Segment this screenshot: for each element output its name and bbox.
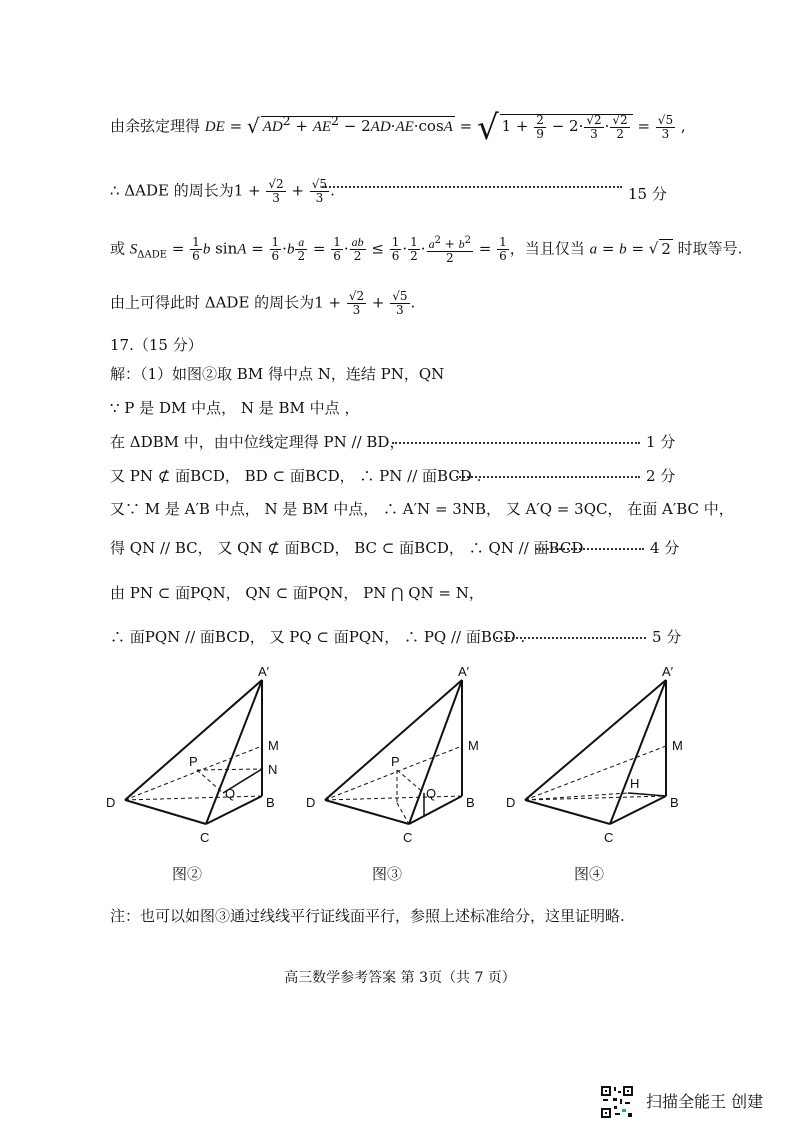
figure-4 bbox=[525, 680, 666, 824]
fig2-label-N: N bbox=[268, 762, 278, 777]
qr-code-icon bbox=[600, 1085, 634, 1119]
scanner-brand-text: 扫描全能王 创建 bbox=[646, 1092, 764, 1111]
edge-DC bbox=[525, 800, 610, 824]
fig3-label-Q: Q bbox=[426, 786, 437, 801]
edge-DB-hidden bbox=[525, 796, 666, 800]
fig3-label-P: P bbox=[391, 754, 400, 769]
fig4-label-A: A′ bbox=[662, 664, 674, 679]
perimeter-prefix: ∴ ΔADE 的周长为 bbox=[110, 181, 234, 200]
fig2-label-B: B bbox=[266, 795, 275, 810]
segment-PN bbox=[197, 769, 262, 770]
solution-step-4: 又 PN ⊄ 面BCD， BD ⊂ 面BCD， ∴ PN // 面BCD . bbox=[110, 467, 482, 485]
edge-DA bbox=[325, 680, 462, 800]
edge-AC bbox=[409, 680, 462, 824]
fig3-label-A: A′ bbox=[458, 664, 470, 679]
segment-PQ bbox=[197, 770, 223, 793]
edge-DM-hidden bbox=[525, 746, 666, 800]
edge-AC bbox=[206, 680, 262, 824]
fig3-label-D: D bbox=[306, 795, 316, 810]
score-1: 1 分 bbox=[646, 433, 676, 451]
fig2-label-M: M bbox=[268, 738, 279, 753]
solution-step-3: 在 ΔDBM 中，由中位线定理得 PN // BD， bbox=[110, 433, 405, 451]
fig2-label-D: D bbox=[106, 795, 116, 810]
edge-AC bbox=[610, 680, 666, 824]
area-line: 或 $S_{\Delta ADE}$ = $\frac{1}{6}$ b sinA = $\frac{1}{6}$ ·b $\frac{a}{2}$ = $\frac{1}{6}$ · $\frac{ab}{2}$ ≤ $\frac{1}{6}$ · $\frac{1}{2}$ · $\frac{a^2 + b^2}{2}$ = $\frac{1}{6}$ ，当且仅当 a = b = √ 2 时取等号. bbox=[110, 235, 743, 265]
fig2-label-P: P bbox=[189, 754, 198, 769]
edge-DC bbox=[325, 800, 409, 824]
cosine-rule-prefix: 由余弦定理得 bbox=[110, 117, 201, 135]
solution-step-8: ∴ 面PQN // 面BCD， 又 PQ ⊂ 面PQN， ∴ PQ // 面BCD . bbox=[110, 628, 526, 646]
figure-2 bbox=[125, 680, 262, 824]
equality-end-text: 时取等号. bbox=[677, 239, 743, 258]
caption-figure-3: 图③ bbox=[372, 865, 403, 883]
fig3-label-B: B bbox=[466, 795, 475, 810]
edge-DB-hidden bbox=[325, 796, 462, 800]
fig2-label-Q: Q bbox=[225, 786, 236, 801]
page-footer: 高三数学参考答案 第 3页（共 7 页） bbox=[284, 970, 516, 986]
area-prefix: 或 bbox=[110, 239, 126, 258]
fig4-label-H: H bbox=[630, 776, 640, 791]
fig4-label-M: M bbox=[672, 738, 683, 753]
fig3-label-M: M bbox=[468, 738, 479, 753]
solution-step-5: 又∵ M 是 A′B 中点， N 是 BM 中点， ∴ A′N = 3NB， 又 A′Q = 3QC， 在面 A′BC 中， bbox=[110, 500, 734, 518]
edge-DB-hidden bbox=[125, 796, 262, 800]
solution-step-6: 得 QN // BC， 又 QN ⊄ 面BCD， BC ⊂ 面BCD， ∴ QN // 面BCD bbox=[110, 539, 584, 557]
score-2: 2 分 bbox=[646, 467, 676, 485]
fig4-label-D: D bbox=[506, 795, 516, 810]
score-15: 15 分 bbox=[628, 185, 667, 203]
edge-DA bbox=[525, 680, 666, 800]
edge-DC bbox=[125, 800, 206, 824]
equality-condition-text: ，当且仅当 bbox=[509, 239, 585, 258]
solution-step-2: ∵ P 是 DM 中点， N 是 BM 中点 ， bbox=[110, 399, 360, 417]
score-5: 5 分 bbox=[652, 628, 682, 646]
fig4-label-B: B bbox=[670, 795, 679, 810]
segment-HB bbox=[628, 793, 666, 796]
note-text: 注：也可以如图③通过线线平行证线面平行，参照上述标准给分，这里证明略. bbox=[110, 907, 625, 925]
fig4-label-C: C bbox=[604, 830, 614, 845]
caption-figure-2: 图② bbox=[172, 865, 203, 883]
cosine-rule-line: 由余弦定理得 DE = √ $AD^2 + AE^2 - 2AD\cdot AE\cdot\cos A$ = √ 1 + $\frac{2}{9}$ − 2· $\frac{√2}{3}$ · $\frac{√2}{2}$ = $\frac{√5}{3}$ , bbox=[110, 108, 686, 148]
conclusion-prefix: 由上可得此时 ΔADE 的周长为 bbox=[110, 293, 315, 312]
fig3-label-C: C bbox=[403, 830, 413, 845]
fig2-label-A: A′ bbox=[258, 664, 270, 679]
figures-svg bbox=[0, 660, 800, 890]
figure-3 bbox=[325, 680, 462, 824]
score-4: 4 分 bbox=[650, 539, 680, 557]
segment-PQ bbox=[397, 770, 424, 793]
fig2-label-C: C bbox=[200, 830, 210, 845]
perimeter-line: ∴ ΔADE 的周长为1 + $\frac{√2}{3}$ + $\frac{√5}{3}$ . bbox=[110, 177, 335, 205]
conclusion-line: 由上可得此时 ΔADE 的周长为1 + $\frac{√2}{3}$ + $\frac{√5}{3}$ . bbox=[110, 289, 416, 317]
solution-step-1: 解：（1）如图②取 BM 得中点 N，连结 PN，QN bbox=[110, 365, 445, 383]
caption-figure-4: 图④ bbox=[574, 865, 605, 883]
question-17-heading: 17.（15 分） bbox=[110, 336, 203, 354]
solution-step-7: 由 PN ⊂ 面PQN， QN ⊂ 面PQN， PN ⋂ QN = N， bbox=[110, 584, 484, 602]
